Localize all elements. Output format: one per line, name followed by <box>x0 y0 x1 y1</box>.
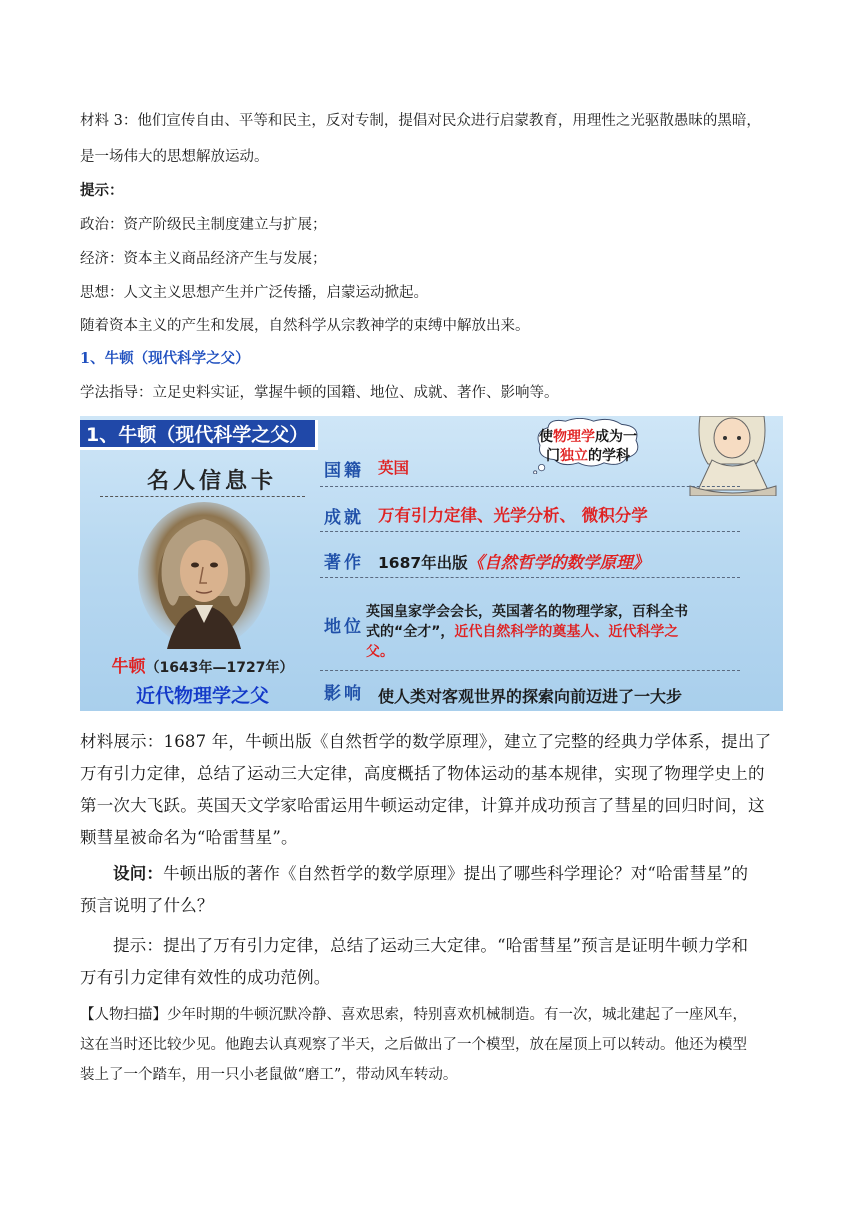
row-label-achievements: 成就 <box>324 508 364 528</box>
row-value-status <box>366 602 781 662</box>
tip-politics: 政治：资产阶级民主制度建立与扩展； <box>80 217 327 233</box>
newton-portrait <box>137 501 272 649</box>
row-label-status: 地位 <box>324 617 364 637</box>
status-part: 英国皇家学会会长，英国著名的物理学家，百科全书 <box>366 604 688 620</box>
bubble-part: 的学科 <box>588 448 630 464</box>
answer-block <box>80 930 780 994</box>
question-line-2: 预言说明了什么？ <box>80 896 214 915</box>
newton-info-slide <box>80 416 783 711</box>
bubble-text <box>532 428 644 466</box>
scan-line: 【人物扫描】少年时期的牛顿沉默冷静、喜欢思索，特别喜欢机械制造。有一次，城北建起了一座风车， <box>80 1007 747 1023</box>
row-value-nationality: 英国 <box>378 459 410 477</box>
person-tagline: 近代物理学之父 <box>135 685 269 707</box>
bubble-part: 门 <box>546 448 560 464</box>
material-3-line-1: 材料 3：他们宣传自由、平等和民主，反对专制，提倡对民众进行启蒙教育，用理性之光驱散愚昧的黑暗， <box>80 113 761 129</box>
row-divider <box>320 670 740 671</box>
card-divider <box>100 496 305 497</box>
tip-thought: 思想：人文主义思想产生并广泛传播，启蒙运动掀起。 <box>80 285 428 301</box>
row-divider <box>320 486 740 487</box>
bubble-part: 成为一 <box>595 429 637 445</box>
row-value-achievements: 万有引力定律、光学分析、 微积分学 <box>378 506 648 525</box>
works-year: 1687年出版 <box>378 554 468 572</box>
material-display <box>80 726 780 854</box>
bubble-part: 使 <box>539 429 553 445</box>
card-title: 名人信息卡 <box>146 468 277 494</box>
question-block <box>80 858 780 922</box>
question-text: 牛顿出版的著作《自然哲学的数学原理》提出了哪些科学理论？对“哈雷彗星”的 <box>163 864 749 883</box>
scan-line: 这在当时还比较少见。他跑去认真观察了半天，之后做出了一个模型，放在屋顶上可以转动。他还为模型 <box>80 1037 747 1053</box>
status-part: 近代自然科学的奠基人、近代科学之 <box>454 624 679 640</box>
row-label-works: 著作 <box>324 553 364 573</box>
study-guide: 学法指导：立足史料实证，掌握牛顿的国籍、地位、成就、著作、影响等。 <box>80 385 559 401</box>
bubble-part: 独立 <box>560 448 588 464</box>
row-value-works <box>378 549 649 573</box>
character-scan <box>80 1000 780 1090</box>
person-years: （1643年—1727年） <box>145 660 294 676</box>
material-3-line-2: 是一场伟大的思想解放运动。 <box>80 149 269 165</box>
person-name: 牛顿 <box>111 657 146 677</box>
row-divider <box>320 531 740 532</box>
slide-title: 1、牛顿（现代科学之父） <box>80 420 318 450</box>
material-line: 材料展示：1687 年，牛顿出版《自然哲学的数学原理》，建立了完整的经典力学体系，提出了 <box>80 732 772 751</box>
portrait-caption <box>80 652 325 677</box>
answer-line-2: 万有引力定律有效性的成功范例。 <box>80 968 331 987</box>
bubble-part: 物理学 <box>553 429 595 445</box>
tip-economy: 经济：资本主义商品经济产生与发展； <box>80 251 327 267</box>
material-line: 第一次大飞跃。英国天文学家哈雷运用牛顿运动定律，计算并成功预言了彗星的回归时间，这 <box>80 796 765 815</box>
question-line-1 <box>80 858 780 890</box>
cartoon-newton-figure <box>660 416 783 496</box>
row-value-influence: 使人类对客观世界的探索向前迈进了一大步 <box>378 687 683 706</box>
answer-line-1: 提示：提出了万有引力定律，总结了运动三大定律。“哈雷彗星”预言是证明牛顿力学和 <box>113 936 749 955</box>
material-line: 万有引力定律，总结了运动三大定律，高度概括了物体运动的基本规律，实现了物理学史上的 <box>80 764 765 783</box>
question-label: 设问： <box>113 864 164 883</box>
tip-label: 提示： <box>80 182 124 199</box>
row-label-influence: 影响 <box>324 684 364 704</box>
works-title: 《自然哲学的数学原理》 <box>467 553 650 572</box>
material-3-paragraph <box>80 110 780 168</box>
material-line: 颗彗星被命名为“哈雷彗星”。 <box>80 828 298 847</box>
status-part: 式的“全才”， <box>366 624 455 640</box>
scan-line: 装上了一个踏车，用一只小老鼠做“磨工”，带动风车转动。 <box>80 1067 458 1083</box>
row-label-nationality: 国籍 <box>324 461 364 481</box>
transition-sentence: 随着资本主义的产生和发展，自然科学从宗教神学的束缚中解放出来。 <box>80 318 530 334</box>
status-part: 父。 <box>366 644 394 660</box>
row-divider <box>320 577 740 578</box>
section-heading: 1、牛顿（现代科学之父） <box>80 350 250 367</box>
